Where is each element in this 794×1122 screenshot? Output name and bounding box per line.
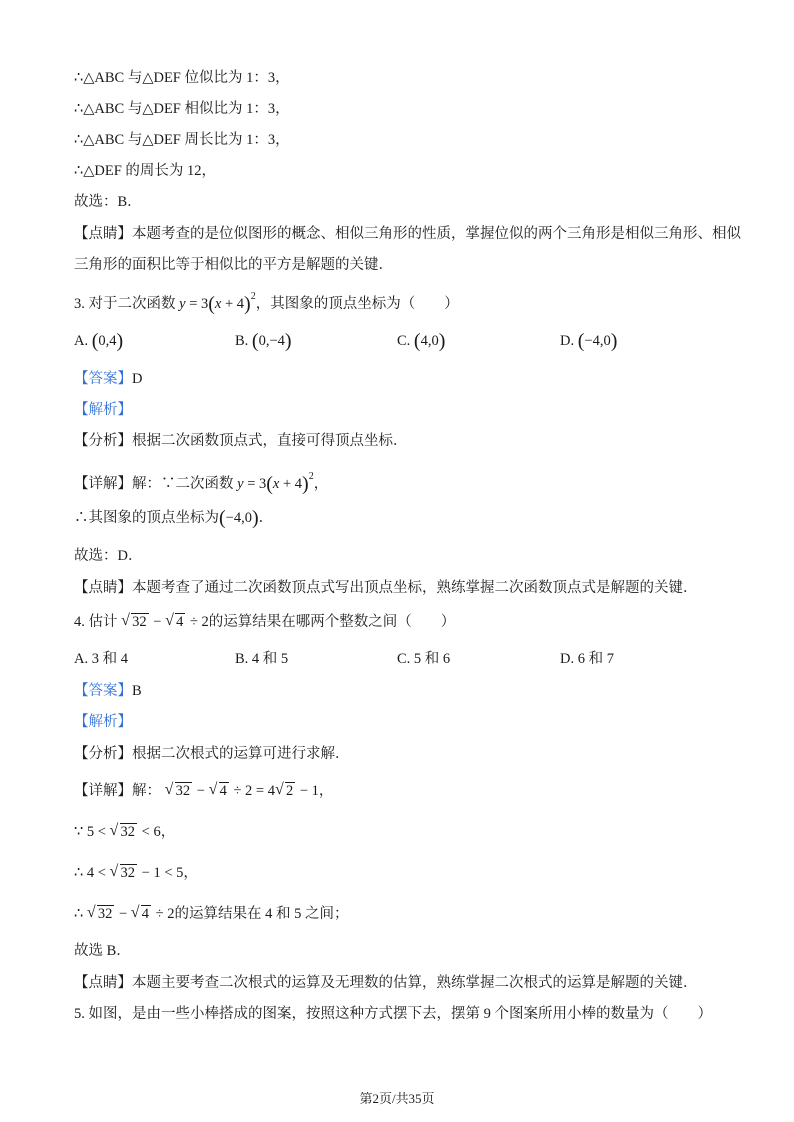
text-line: ∴△ABC 与△DEF 相似比为 1：3， bbox=[74, 101, 290, 117]
text-line: ∴ √ 32 − √ 4 ÷ 2的运算结果在 4 和 5 之间； bbox=[74, 904, 349, 922]
option-b: B. (0,−4) bbox=[235, 330, 292, 352]
analysis-tag: 【解析】 bbox=[74, 714, 132, 730]
question-4-stem: 4. 估计 √ 32 − √ 4 ÷ 2的运算结果在哪两个整数之间（ ） bbox=[74, 612, 456, 630]
text-line: 故选：D． bbox=[74, 548, 143, 564]
text-line: 【详解】解： √ 32 − √ 4 ÷ 2 = 4 √ 2 − 1， bbox=[74, 781, 334, 799]
text-line: ∴△ABC 与△DEF 位似比为 1：3， bbox=[74, 70, 290, 86]
analysis-tag: 【解析】 bbox=[74, 402, 132, 418]
option-c: C. 5 和 6 bbox=[397, 651, 451, 667]
option-a: A. 3 和 4 bbox=[74, 651, 128, 667]
text-line: ∴其图象的顶点坐标为(−4,0)． bbox=[74, 507, 274, 529]
question-5-stem: 5. 如图，是由一些小棒搭成的图案，按照这种方式摆下去，摆第 9 个图案所用小棒的数量为（ ） bbox=[74, 1006, 712, 1022]
text-line: 【分析】根据二次函数顶点式，直接可得顶点坐标． bbox=[74, 433, 408, 449]
option-d: D. 6 和 7 bbox=[560, 651, 614, 667]
option-d: D. (−4,0) bbox=[560, 330, 618, 352]
text-line: 【详解】解：∵二次函数 $y = 3(x + 4)^2$， bbox=[74, 471, 329, 495]
text-line: 【点睛】本题主要考查二次根式的运算及无理数的估算，熟练掌握二次根式的运算是解题的关键． bbox=[74, 975, 698, 991]
text-line: 【点睛】本题考查的是位似图形的概念、相似三角形的性质，掌握位似的两个三角形是相似三角形、相似 bbox=[74, 226, 741, 242]
text-line: 三角形的面积比等于相似比的平方是解题的关键． bbox=[74, 257, 393, 273]
text-line: 【点睛】本题考查了通过二次函数顶点式写出顶点坐标，熟练掌握二次函数顶点式是解题的关键． bbox=[74, 580, 698, 596]
text-line: 故选 B． bbox=[74, 943, 131, 959]
option-b: B. 4 和 5 bbox=[235, 651, 289, 667]
answer-line: 【答案】B bbox=[74, 683, 142, 699]
option-a: A. (0,4) bbox=[74, 330, 124, 352]
page-number: 第2页/共35页 bbox=[359, 1091, 435, 1106]
text-line: 【分析】根据二次根式的运算可进行求解． bbox=[74, 746, 350, 762]
text-line: ∴ 4 < √ 32 − 1 < 5， bbox=[74, 863, 198, 881]
text-line: ∴△DEF 的周长为 12， bbox=[74, 163, 217, 179]
option-c: C. (4,0) bbox=[397, 330, 446, 352]
text-line: ∴△ABC 与△DEF 周长比为 1：3， bbox=[74, 132, 290, 148]
text-line: 故选：B． bbox=[74, 194, 142, 210]
question-3-stem: 3. 对于二次函数 $y = 3(x + 4)^2$，其图象的顶点坐标为（ ） bbox=[74, 291, 459, 315]
answer-line: 【答案】D bbox=[74, 371, 143, 387]
text-line: ∵ 5 < √ 32 < 6， bbox=[74, 822, 176, 840]
